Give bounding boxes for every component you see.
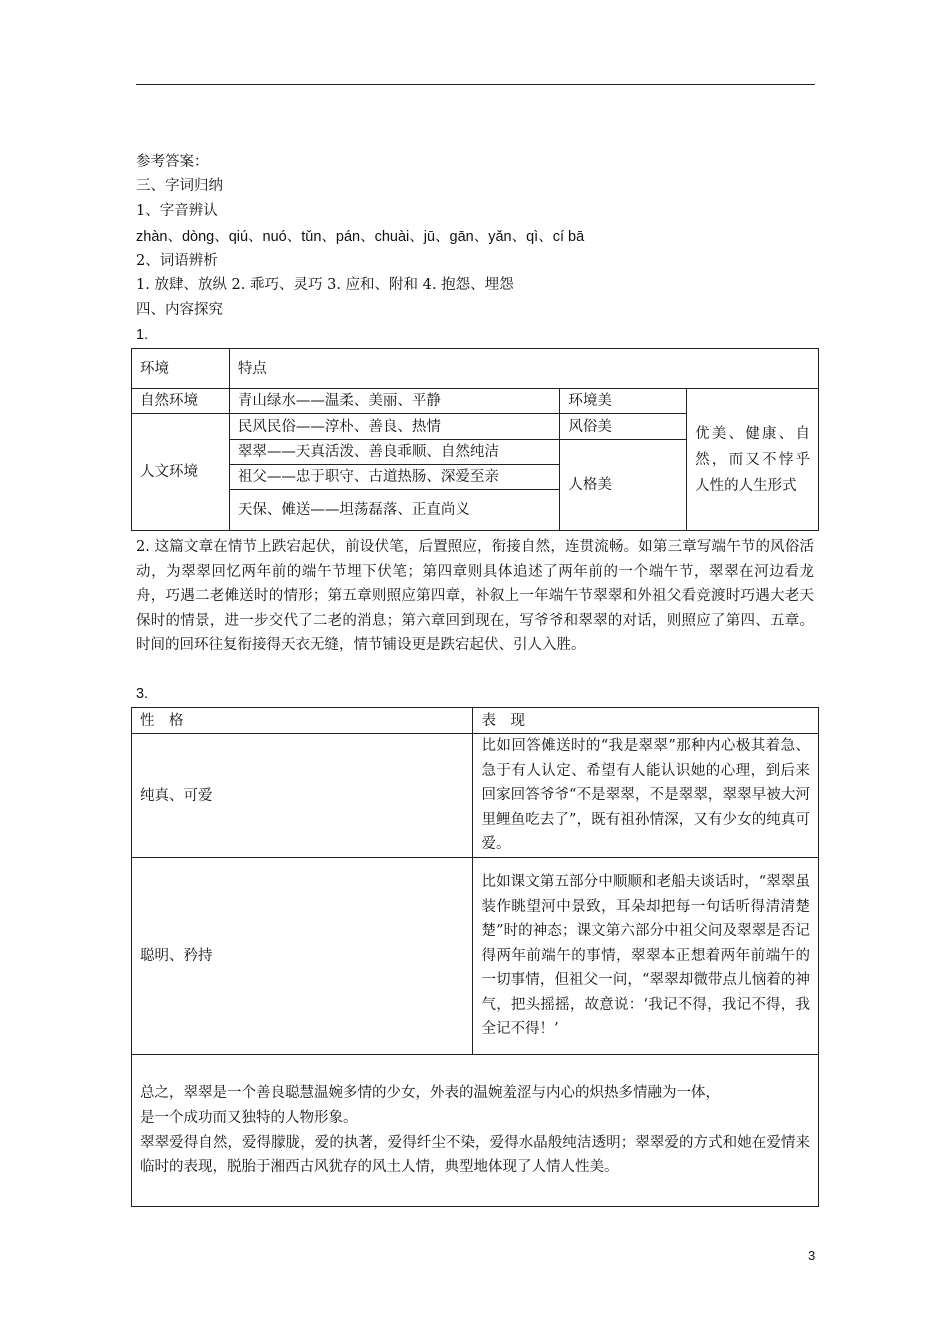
human-environment: 人文环境 — [132, 414, 230, 531]
page-number: 3 — [808, 1248, 816, 1263]
cuicui-traits: 翠翠——天真活泼、善良乖顺、自然纯洁 — [229, 440, 559, 465]
header-show: 表 现 — [473, 708, 819, 734]
natural-beauty: 环境美 — [560, 389, 687, 414]
section3-title: 三、字词归纳 — [136, 178, 223, 194]
item2-title: 2、词语辨析 — [136, 253, 218, 269]
section4-title: 四、内容探究 — [136, 302, 223, 318]
summary-line-3: 翠翠爱得自然，爱得朦胧，爱的执著，爱得纤尘不染，爱得水晶般纯洁透明；翠翠爱的方式和她在爱情来临时的表现，脱胎于湘西古风犹存的风土人情，典型地体现了人情人性美。 — [140, 1134, 810, 1176]
show-clever-reserved: 比如课文第五部分中顺顺和老船夫谈话时，“翠翠虽装作眺望河中景致，耳朵却把每一句话听得清清楚楚”时的神态；课文第六部分中祖父问及翠翠是否记得两年前端午的事情，翠翠本正想着两年前端午的一切事情，但祖父一问，“翠翠却微带点儿恼着的神气，把头摇摇，故意说：‘我记不得，我记不得，我全记不得！’ — [473, 858, 819, 1055]
grandpa-traits: 祖父——忠于职守、古道热肠、深爱至亲 — [229, 465, 559, 490]
character-beauty: 人格美 — [560, 440, 687, 531]
pinyin-answers: zhàn、dòng、qiú、nuó、tǔn、pán、chuài、jū、gān、yǎn、qì、cí bā — [136, 229, 585, 245]
natural-environment: 自然环境 — [132, 389, 230, 414]
summary-line-1: 总之，翠翠是一个善良聪慧温婉多情的少女，外表的温婉羞涩与内心的炽热多情融为一体， — [140, 1085, 720, 1102]
word-pairs: 1. 放肆、放纵 2. 乖巧、灵巧 3. 应和、附和 4. 抱怨、埋怨 — [136, 277, 514, 293]
header-feature: 特点 — [229, 349, 818, 389]
environment-table — [131, 348, 819, 531]
custom-beauty: 风俗美 — [560, 414, 687, 440]
header-environment: 环境 — [132, 349, 230, 389]
natural-feature: 青山绿水——温柔、美丽、平静 — [229, 389, 559, 414]
life-form-summary: 优美、健康、自然，而又不悖乎人性的人生形式 — [687, 389, 819, 531]
character-summary — [132, 1055, 819, 1207]
show-pure-lovely: 比如回答傩送时的“我是翠翠”那种内心极其着急、急于有人认定、希望有人能认识她的心理，到后来回家回答爷爷“不是翠翠，不是翠翠，翠翠早被大河里鲤鱼吃去了”，既有祖孙情深，又有少女的纯真可爱。 — [473, 734, 819, 858]
header-trait: 性 格 — [132, 708, 473, 734]
item1-title: 1、字音辨认 — [136, 203, 218, 219]
character-table — [131, 707, 819, 1207]
q1-label: 1. — [136, 327, 149, 343]
header-rule — [136, 84, 815, 85]
summary-line-2: 是一个成功而又独特的人物形象。 — [140, 1109, 358, 1126]
trait-clever-reserved: 聪明、矜持 — [132, 858, 473, 1055]
custom-feature: 民风民俗——淳朴、善良、热情 — [229, 414, 559, 440]
answers-title: 参考答案： — [136, 154, 209, 170]
q2-answer: 2. 这篇文章在情节上跌宕起伏，前设伏笔，后置照应，衔接自然，连贯流畅。如第三章写端午节的风俗活动，为翠翠回忆两年前的端午节埋下伏笔；第四章则具体追述了两年前的一个端午节，翠翠在河边看龙舟，巧遇二老傩送时的情形；第五章则照应第四章，补叙上一年端午节翠翠和外祖父看竞渡时巧遇大老天保时的情景，进一步交代了二老的消息；第六章回到现在，写爷爷和翠翠的对话，则照应了第四、五章。时间的回环往复衔接得天衣无缝，情节铺设更是跌宕起伏、引人入胜。 — [136, 539, 814, 654]
q3-label: 3. — [136, 686, 149, 702]
tianbao-nuosong-traits: 天保、傩送——坦荡磊落、正直尚义 — [229, 490, 559, 531]
trait-pure-lovely: 纯真、可爱 — [132, 734, 473, 858]
